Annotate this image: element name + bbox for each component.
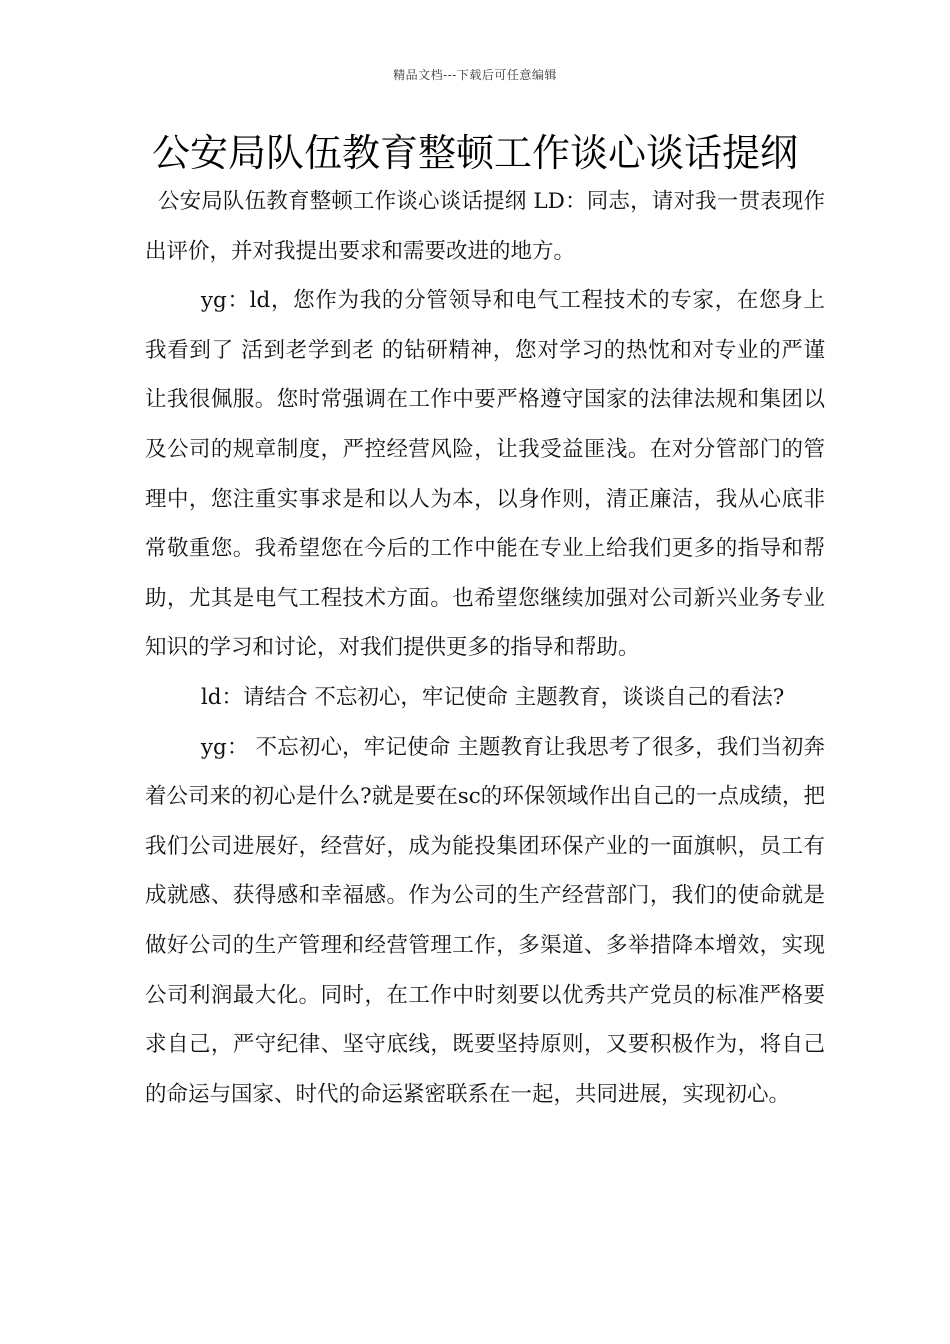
document-body — [145, 177, 825, 1119]
paragraph-intro: 公安局队伍教育整顿工作谈心谈话提纲 LD：同志，请对我一贯表现作出评价，并对我提出要求和需要改进的地方。 — [145, 189, 825, 264]
paragraph-answer-2: yg： 不忘初心，牢记使命 主题教育让我思考了很多，我们当初奔着公司来的初心是什么?就是要在sc的环保领域作出自己的一点成绩，把我们公司进展好，经营好，成为能投集团环保产业的一面旗帜，员工有成就感、获得感和幸福感。作为公司的生产经营部门，我们的使命就是做好公司的生产管理和经营管理工作，多渠道、多举措降本增效，实现公司利润最大化。同时，在工作中时刻要以优秀共产党员的标准严格要求自己，严守纪律、坚守底线，既要坚持原则，又要积极作为，将自己的命运与国家、时代的命运紧密联系在一起，共同进展，实现初心。 — [145, 734, 825, 1107]
header-note: 精品文档---下载后可任意编辑 — [393, 68, 557, 82]
paragraph-answer-1: yg：ld，您作为我的分管领导和电气工程技术的专家，在您身上我看到了 活到老学到老 的钻研精神，您对学习的热忱和对专业的严谨让我很佩服。您时常强调在工作中要严格遵守国家的法律法规和集团以及公司的规章制度，严控经营风险，让我受益匪浅。在对分管部门的管理中，您注重实事求是和以人为本，以身作则，清正廉洁，我从心底非常敬重您。我希望您在今后的工作中能在专业上给我们更多的指导和帮助，尤其是电气工程技术方面。也希望您继续加强对公司新兴业务专业知识的学习和讨论，对我们提供更多的指导和帮助。 — [145, 288, 825, 661]
document-title: 公安局队伍教育整顿工作谈心谈话提纲 — [151, 131, 798, 175]
paragraph-question-2: ld：请结合 不忘初心，牢记使命 主题教育，谈谈自己的看法? — [200, 684, 785, 710]
